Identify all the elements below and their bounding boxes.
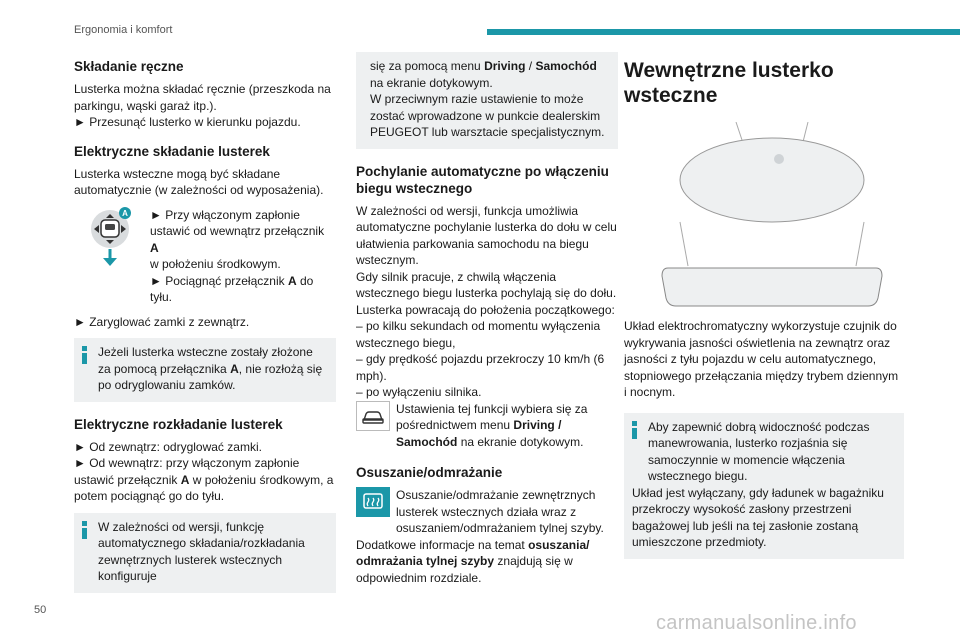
- tilt-settings-row: [356, 401, 618, 451]
- heading-manual-folding: Składanie ręczne: [74, 59, 184, 74]
- heading-auto-tilt: Pochylanie automatyczne po włączeniu biegu wstecznego: [356, 163, 609, 196]
- text-tilt-7c: na ekranie dotykowym.: [460, 434, 584, 449]
- text-defrost-b: Dodatkowe informacje na temat: [356, 537, 525, 552]
- defrost-icon: [356, 487, 390, 517]
- text-lock: ► Zaryglować zamki z zewnątrz.: [74, 314, 250, 329]
- text-tilt-7a: Ustawienia tej funkcji wybiera się za pośrednictwem menu: [396, 401, 588, 432]
- note1-text-b: , nie rozłożą się po odryglowaniu zamków.: [98, 361, 323, 392]
- note1-text-a: Jeżeli lusterka wsteczne zostały złożone za pomocą przełącznika: [98, 345, 313, 376]
- column-1: [74, 52, 336, 603]
- defrost-row: [356, 487, 618, 537]
- text-unfold-2b: w położeniu środkowym, a potem pociągnąć go do tyłu.: [74, 472, 334, 503]
- text-electric: Lusterka wsteczne mogą być składane automatycznie (w zależności od wyposażenia).: [74, 166, 324, 197]
- text-tilt-4: – po kilku sekundach od momentu wyłączenia wstecznego biegu,: [356, 319, 601, 350]
- text-manual-1: Lusterka można składać ręcznie (przeszkoda na parkingu, wąski garaż itp.).: [74, 82, 331, 113]
- text-electrochromic: Układ elektrochromatyczny wykorzystuje czujnik do wykrywania jasności oświetlenia na zewnątrz oraz jasności z tyłu pojazdu w celu automatycznego, stopniowego przełączania między trybem dziennym i nocnym.: [624, 319, 899, 399]
- note3-text-a: Aby zapewnić dobrą widoczność podczas manewrowania, lusterko rozjaśnia się samoczynnie w momencie włączenia wstecznego biegu.: [648, 419, 870, 483]
- mirror-switch-icon: [74, 207, 144, 271]
- text-unfold-1: ► Od zewnątrz: odryglować zamki.: [74, 439, 262, 454]
- note-cont-c: W przeciwnym razie ustawienie to może zostać wprowadzone w punkcie dealerskim PEUGEOT lub warsztacie specjalistycznym.: [370, 92, 605, 139]
- header-accent-bar: [487, 29, 960, 35]
- watermark: carmanualsonline.info: [656, 612, 857, 634]
- note-cont-b: na ekranie dotykowym.: [370, 75, 493, 90]
- menu-samochod: Samochód: [535, 59, 597, 73]
- info-icon: [82, 521, 87, 539]
- section-title: Wewnętrzne lusterko wsteczne: [624, 59, 834, 107]
- info-note-continued: [356, 52, 618, 149]
- note2-text: W zależności od wersji, funkcję automatycznego składania/rozkładania zewnętrznych lusterek wstecznych konfiguruje: [98, 519, 305, 583]
- header-title: Ergonomia i komfort: [74, 24, 173, 36]
- switch-instruction: [74, 207, 336, 306]
- page-number: 50: [34, 604, 47, 616]
- car-icon: [356, 401, 390, 431]
- rearview-mirror-illustration: [632, 122, 892, 308]
- column-3: [624, 52, 904, 569]
- info-note-2: [74, 513, 336, 593]
- menu-sep: /: [525, 59, 536, 73]
- unfold-ref-a: A: [180, 472, 190, 487]
- switch-step-2b: do tyłu.: [150, 273, 314, 304]
- switch-step-1b: w położeniu środkowym.: [150, 257, 281, 271]
- note1-ref-a: A: [230, 361, 239, 376]
- heading-electric-unfolding: Elektryczne rozkładanie lusterek: [74, 416, 283, 432]
- note-cont-a: się za pomocą menu: [370, 59, 481, 73]
- info-icon: [82, 346, 87, 364]
- info-note-3: [624, 413, 904, 559]
- text-defrost-c: znajdują się w odpowiednim rozdziale.: [356, 554, 573, 585]
- text-defrost-a: Osuszanie/odmrażanie zewnętrznych lusterek wstecznych działa wraz z osuszaniem/odmrażaniem tylnej szyby.: [396, 488, 604, 535]
- text-manual-2: ► Przesunąć lusterko w kierunku pojazdu.: [74, 115, 301, 129]
- heading-electric-folding: Elektryczne składanie lusterek: [74, 143, 270, 159]
- note3-text-b: Układ jest wyłączany, gdy ładunek w bagażniku przekroczy wysokość zasłony przestrzeni bagażowej lub jeśli na tej zasłonie zostaną umieszczone przedmioty.: [632, 485, 884, 549]
- info-icon: [632, 421, 637, 439]
- switch-ref-a: A: [150, 240, 159, 255]
- text-unfold-2a: ► Od wewnątrz: przy włączonym zapłonie ustawić przełącznik: [74, 456, 300, 487]
- switch-ref-a2: A: [287, 273, 297, 288]
- menu-driving-samochod: Driving / Samochód: [396, 418, 562, 449]
- column-2: [356, 52, 618, 586]
- switch-label-A: A: [122, 208, 128, 218]
- menu-driving: Driving: [484, 59, 526, 73]
- text-tilt-3: Lusterka powracają do położenia początkowego:: [356, 302, 615, 317]
- text-tilt-5: – gdy prędkość pojazdu przekroczy 10 km/h (6 mph).: [356, 352, 605, 383]
- heading-defrost: Osuszanie/odmrażanie: [356, 465, 503, 480]
- text-tilt-1: W zależności od wersji, funkcja umożliwia automatyczne pochylanie lusterka do dołu w celu ułatwienia parkowania samochodu na biegu wstecznym.: [356, 203, 617, 267]
- text-tilt-2: Gdy silnik pracuje, z chwilą włączenia wstecznego biegu lusterka pochylają się do dołu.: [356, 269, 617, 300]
- switch-step-2: ► Pociągnąć przełącznik: [150, 273, 285, 288]
- info-note-1: [74, 338, 336, 402]
- switch-step-1: ► Przy włączonym zapłonie ustawić od wewnątrz przełącznik: [150, 207, 325, 238]
- text-tilt-6: – po wyłączeniu silnika.: [356, 385, 482, 399]
- switch-steps: [144, 207, 336, 306]
- text-defrost-bold: osuszania/ odmrażania tylnej szyby: [356, 537, 590, 568]
